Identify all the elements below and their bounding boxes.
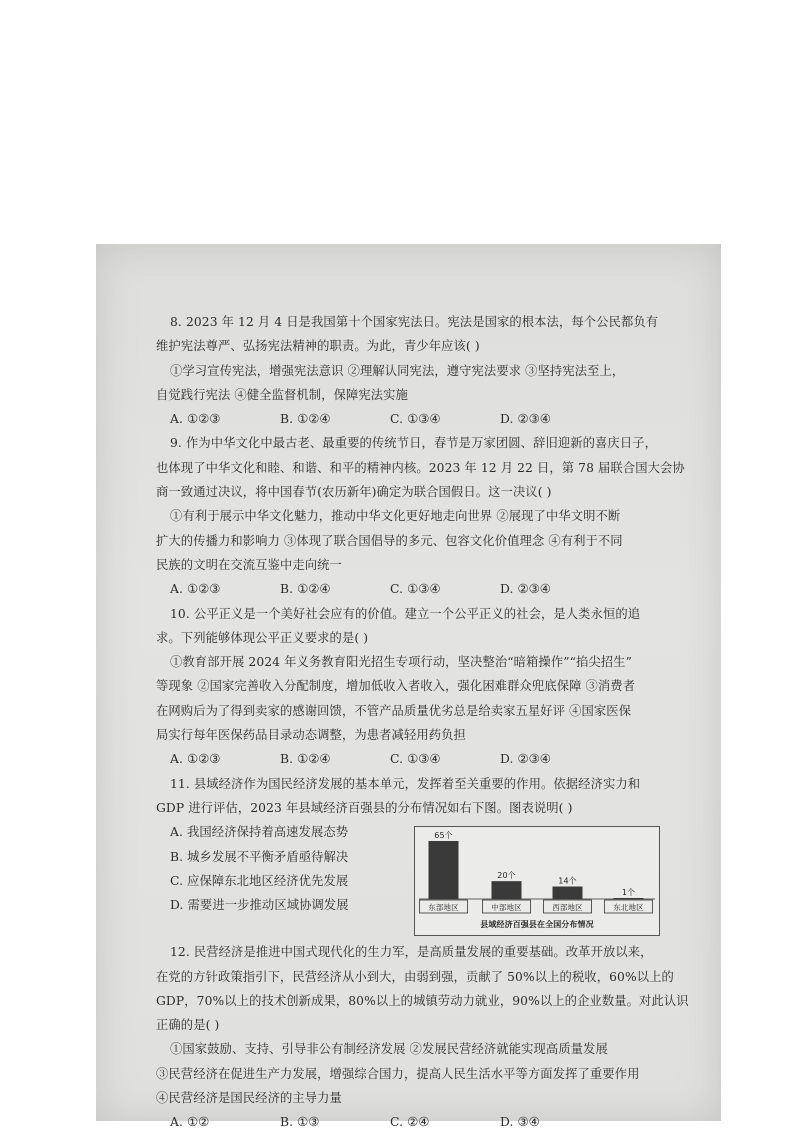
option-c: C. ①③④ [390,752,441,767]
exam-content [156,310,716,1135]
question-9-line-5: 扩大的传播力和影响力 ③体现了联合国倡导的多元、包容文化价值理念 ④有利于不同 [156,533,623,548]
question-9-line-3: 商一致通过决议，将中国春节(农历新年)确定为联合国假日。这一决议( ) [156,485,552,500]
question-9-options [156,577,716,601]
category-label: 中部地区 [491,903,522,913]
category-label: 东部地区 [428,903,459,913]
question-12-line-5: ①国家鼓励、支持、引导非公有制经济发展 ②发展民营经济就能实现高质量发展 [170,1042,608,1057]
option-b: B. ①②④ [280,582,331,597]
question-8-line-1: 8. 2023 年 12 月 4 日是我国第十个国家宪法日。宪法是国家的根本法，每个公民都负有 [170,315,659,329]
question-8-options [156,407,716,431]
question-12-options [156,1110,716,1134]
exam-page [96,244,721,1130]
question-11-line-2: GDP 进行评估，2023 年县域经济百强县的分布情况如右下图。图表说明( ) [156,800,573,815]
question-9-line-2: 也体现了中华文化和睦、和谐、和平的精神内核。2023 年 12 月 22 日，第 78 届联合国大会协 [156,460,685,475]
question-8-line-2: 维护宪法尊严、弘扬宪法精神的职责。为此，青少年应该( ) [156,339,480,354]
question-9-line-1: 9. 作为中华文化中最古老、最重要的传统节日，春节是万家团圆、辞旧迎新的喜庆日子， [170,436,658,451]
bar-value-label: 14个 [558,876,577,886]
category-label: 西部地区 [552,903,583,913]
option-b: B. ①②④ [280,752,331,767]
bar-value-label: 65个 [434,831,453,841]
option-a: A. ①② [170,1115,210,1130]
option-b: B. ①②④ [280,412,331,427]
option-c: C. ①③④ [390,412,441,427]
question-9-line-6: 民族的文明在交流互鉴中走向统一 [156,557,342,572]
option-d: D. ②③④ [500,752,551,767]
question-10-line-2: 求。下列能够体现公平正义要求的是( ) [156,630,369,645]
category-label: 东北地区 [613,903,644,913]
question-10-line-3: ①教育部开展 2024 年义务教育阳光招生专项行动，坚决整治“暗箱操作”“掐尖招生” [170,655,632,670]
question-12-line-2: 在党的方针政策指引下，民营经济从小到大，由弱到强，贡献了 50%以上的税收，60%以上的 [156,969,674,984]
question-12 [156,940,716,1134]
question-11-options [170,820,349,917]
option-b: B. 城乡发展不平衡矛盾亟待解决 [170,849,349,864]
option-a: A. 我国经济保持着高速发展态势 [170,825,349,840]
option-d: D. 需要进一步推动区域协调发展 [170,898,349,913]
question-9-line-4: ①有利于展示中华文化魅力，推动中华文化更好地走向世界 ②展现了中华文明不断 [170,509,621,524]
question-8-line-4: 自觉践行宪法 ④健全监督机制，保障宪法实施 [156,387,408,402]
question-12-line-7: ④民营经济是国民经济的主导力量 [156,1091,342,1106]
bar-value-label: 1个 [621,888,636,898]
question-11-body [156,820,716,940]
question-10-line-6: 局实行每年医保药品目录动态调整，为患者减轻用药负担 [156,728,466,743]
question-8 [156,310,716,431]
question-11 [156,772,716,941]
option-c: C. ①③④ [390,582,441,597]
question-10-options [156,747,716,771]
question-9 [156,431,716,601]
option-b: B. ①③ [280,1115,320,1130]
question-10-line-5: 在网购后为了得到卖家的感谢回馈，不管产品质量优劣总是给卖家五星好评 ④国家医保 [156,703,632,718]
bar-3 [553,887,583,899]
county-economy-bar-chart [414,826,660,936]
question-10-line-4: 等现象 ②国家完善收入分配制度，增加低收入者收入，强化困难群众兜底保障 ③消费者 [156,679,636,694]
option-d: D. ②③④ [500,412,551,427]
question-12-line-4: 正确的是( ) [156,1018,220,1033]
option-c: C. 应保障东北地区经济优先发展 [170,873,349,888]
option-c: C. ②④ [390,1115,430,1130]
question-12-line-6: ③民营经济在促进生产力发展，增强综合国力，提高人民生活水平等方面发挥了重要作用 [156,1066,640,1081]
option-d: D. ③④ [500,1115,540,1130]
bar-2 [492,881,522,899]
option-a: A. ①②③ [170,412,221,427]
question-10-line-1: 10. 公平正义是一个美好社会应有的价值。建立一个公平正义的社会，是人类永恒的追 [170,606,641,621]
option-a: A. ①②③ [170,752,221,767]
question-8-line-3: ①学习宣传宪法，增强宪法意识 ②理解认同宪法，遵守宪法要求 ③坚持宪法至上， [170,363,625,378]
question-12-line-3: GDP，70%以上的技术创新成果，80%以上的城镇劳动力就业，90%以上的企业数量。对此认识 [156,993,689,1008]
question-12-line-1: 12. 民营经济是推进中国式现代化的生力军，是高质量发展的重要基础。改革开放以来， [170,945,653,960]
chart-title: 县域经济百强县在全国分布情况 [480,920,594,930]
question-11-line-1: 11. 县域经济作为国民经济发展的基本单元，发挥着至关重要的作用。依据经济实力和 [170,776,641,791]
option-a: A. ①②③ [170,582,221,597]
bar-value-label: 20个 [497,871,516,881]
bar-1 [429,841,459,899]
chart-svg [415,827,659,935]
question-10 [156,602,716,772]
option-d: D. ②③④ [500,582,551,597]
